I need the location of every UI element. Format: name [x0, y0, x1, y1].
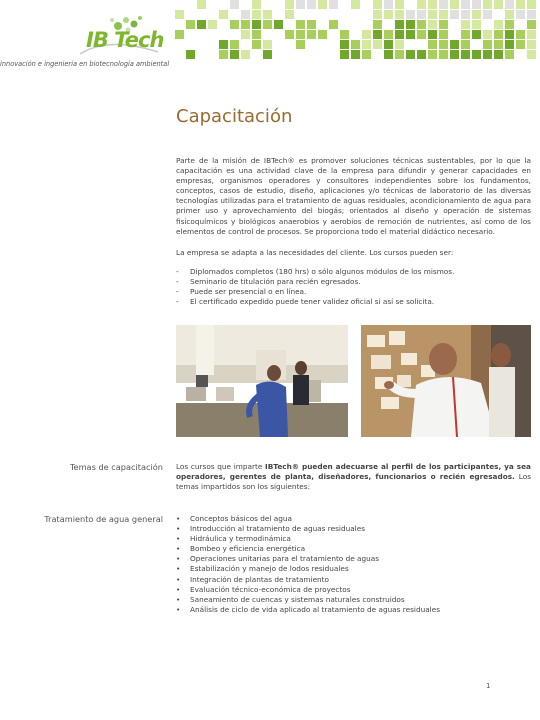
mosaic-cell: [230, 20, 239, 29]
mosaic-cell: [417, 10, 426, 19]
mosaic-cell: [230, 0, 239, 9]
mosaic-cell: [296, 20, 305, 29]
mosaic-cell: [428, 50, 437, 59]
adapt-paragraph: La empresa se adapta a las necesidades del cliente. Los cursos pueden ser:: [176, 248, 454, 257]
mosaic-cell: [241, 20, 250, 29]
mosaic-cell: [406, 10, 415, 19]
mosaic-cell: [428, 30, 437, 39]
mosaic-cell: [252, 40, 261, 49]
mosaic-cell: [505, 40, 514, 49]
mosaic-cell: [285, 30, 294, 39]
mosaic-cell: [461, 10, 470, 19]
mosaic-cell: [351, 0, 360, 9]
topics-list: [176, 514, 531, 615]
header-mosaic: [175, 0, 540, 62]
mosaic-cell: [219, 10, 228, 19]
mosaic-cell: [340, 50, 349, 59]
mosaic-cell: [241, 10, 250, 19]
mosaic-cell: [329, 0, 338, 9]
list-item: • Evaluación técnico-económica de proyectos: [176, 584, 351, 594]
mosaic-cell: [241, 30, 250, 39]
mosaic-cell: [230, 50, 239, 59]
mosaic-cell: [263, 40, 272, 49]
mosaic-cell: [439, 40, 448, 49]
mosaic-cell: [274, 20, 283, 29]
page-number: 1: [486, 682, 491, 690]
list-item: - Diplomados completos (180 hrs) o sólo algunos módulos de los mismos.: [176, 267, 455, 276]
mosaic-cell: [362, 30, 371, 39]
mosaic-cell: [197, 0, 206, 9]
mosaic-cell: [472, 20, 481, 29]
mosaic-cell: [461, 30, 470, 39]
mosaic-cell: [395, 50, 404, 59]
mosaic-cell: [527, 10, 536, 19]
mosaic-cell: [483, 0, 492, 9]
mosaic-cell: [483, 10, 492, 19]
mosaic-cell: [175, 30, 184, 39]
mosaic-cell: [373, 10, 382, 19]
mosaic-cell: [439, 20, 448, 29]
mosaic-cell: [439, 50, 448, 59]
mosaic-cell: [351, 40, 360, 49]
mosaic-cell: [384, 0, 393, 9]
mosaic-cell: [494, 20, 503, 29]
mosaic-cell: [175, 10, 184, 19]
list-item: • Integración de plantas de tratamiento: [176, 574, 330, 584]
mosaic-cell: [252, 10, 261, 19]
mosaic-cell: [406, 50, 415, 59]
mosaic-cell: [428, 20, 437, 29]
list-item: - Puede ser presencial o en línea.: [176, 287, 307, 297]
intro-paragraph: Parte de la misión de IBTech® es promover soluciones técnicas sustentables, por lo que la capacitación es una actividad clave de la empresa para difundir y generar capacidades en empresas, organismos operadores y consultores independientes sobre los fundamentos, conceptos, casos de estudio, diseño, aplicaciones y/o técnicas de laboratorio de las diversas tecnologías utilizadas para el tratamiento de aguas residuales, acondicionamiento de agua para primer uso y aprovechamiento del biogás; orientados al diseño y operación de sistemas fisicoquímicos y biológicos anaerobios y aerobios de remoción de nutrientes, así como de los elementos de control de procesos. Se proporciona todo el material didáctico necesario.: [176, 156, 531, 236]
list-item: • Estabilización y manejo de lodos residuales: [176, 564, 349, 574]
training-room-photo: [176, 325, 348, 437]
mosaic-cell: [395, 40, 404, 49]
mosaic-cell: [186, 50, 195, 59]
mosaic-cell: [406, 20, 415, 29]
mosaic-cell: [483, 40, 492, 49]
mosaic-cell: [527, 20, 536, 29]
mosaic-cell: [494, 40, 503, 49]
mosaic-cell: [494, 30, 503, 39]
mosaic-cell: [252, 0, 261, 9]
mosaic-cell: [263, 50, 272, 59]
mosaic-cell: [219, 40, 228, 49]
mosaic-cell: [428, 0, 437, 9]
course-types-list: [176, 267, 531, 307]
mosaic-cell: [450, 50, 459, 59]
list-item: • Hidráulica y termodinámica: [176, 534, 291, 544]
mosaic-cell: [505, 10, 514, 19]
mosaic-cell: [362, 40, 371, 49]
mosaic-cell: [516, 40, 525, 49]
mosaic-cell: [384, 40, 393, 49]
mosaic-cell: [439, 10, 448, 19]
mosaic-cell: [241, 50, 250, 59]
mosaic-cell: [307, 30, 316, 39]
mosaic-cell: [373, 30, 382, 39]
mosaic-cell: [472, 10, 481, 19]
list-item: • Conceptos básicos del agua: [176, 514, 292, 523]
mosaic-cell: [384, 50, 393, 59]
mosaic-cell: [428, 10, 437, 19]
mosaic-cell: [417, 0, 426, 9]
mosaic-cell: [373, 0, 382, 9]
list-item: - Seminario de titulación para recién egresados.: [176, 277, 361, 287]
mosaic-cell: [439, 0, 448, 9]
mosaic-cell: [450, 0, 459, 9]
mosaic-cell: [516, 0, 525, 9]
mosaic-cell: [461, 20, 470, 29]
tagline: innovación e ingeniería en biotecnología ambiental: [0, 60, 170, 68]
presentation-board-photo: [361, 325, 531, 437]
mosaic-cell: [285, 10, 294, 19]
mosaic-cell: [395, 20, 404, 29]
mosaic-cell: [472, 0, 481, 9]
list-item: • Bombeo y eficiencia energética: [176, 544, 306, 554]
mosaic-cell: [417, 50, 426, 59]
mosaic-cell: [351, 50, 360, 59]
temas-bold-text: IBTech® pueden adecuarse al perfil de los participantes, ya sea operadores, gerentes de planta, diseñadores, funcionarios o recién egresados.: [176, 462, 531, 482]
mosaic-cell: [505, 0, 514, 9]
mosaic-cell: [263, 20, 272, 29]
mosaic-cell: [395, 30, 404, 39]
mosaic-cell: [329, 20, 338, 29]
list-item: • Introducción al tratamiento de aguas residuales: [176, 524, 366, 534]
mosaic-cell: [252, 20, 261, 29]
mosaic-cell: [483, 50, 492, 59]
mosaic-cell: [285, 0, 294, 9]
mosaic-cell: [505, 20, 514, 29]
tratamiento-label: Tratamiento de agua general: [44, 514, 163, 524]
mosaic-cell: [395, 10, 404, 19]
list-item: • Análisis de ciclo de vida aplicado al tratamiento de aguas residuales: [176, 604, 441, 614]
mosaic-cell: [439, 30, 448, 39]
logo-text: IB Tech: [86, 28, 164, 52]
mosaic-cell: [373, 20, 382, 29]
mosaic-cell: [406, 30, 415, 39]
mosaic-cell: [296, 0, 305, 9]
mosaic-cell: [197, 20, 206, 29]
mosaic-cell: [472, 50, 481, 59]
mosaic-cell: [461, 0, 470, 9]
mosaic-cell: [527, 30, 536, 39]
mosaic-cell: [461, 50, 470, 59]
mosaic-cell: [263, 10, 272, 19]
mosaic-cell: [340, 40, 349, 49]
mosaic-cell: [384, 10, 393, 19]
mosaic-cell: [417, 20, 426, 29]
mosaic-cell: [483, 30, 492, 39]
mosaic-cell: [494, 0, 503, 9]
mosaic-cell: [461, 40, 470, 49]
mosaic-cell: [186, 20, 195, 29]
mosaic-cell: [516, 30, 525, 39]
mosaic-cell: [230, 40, 239, 49]
mosaic-cell: [428, 40, 437, 49]
mosaic-cell: [307, 20, 316, 29]
mosaic-cell: [527, 0, 536, 9]
mosaic-cell: [417, 30, 426, 39]
mosaic-cell: [516, 10, 525, 19]
mosaic-cell: [527, 40, 536, 49]
list-item: • Saneamiento de cuencas y sistemas naturales construidos: [176, 594, 405, 604]
mosaic-cell: [307, 0, 316, 9]
mosaic-cell: [296, 40, 305, 49]
mosaic-cell: [494, 50, 503, 59]
mosaic-cell: [318, 30, 327, 39]
mosaic-cell: [395, 0, 404, 9]
mosaic-cell: [505, 30, 514, 39]
mosaic-cell: [219, 50, 228, 59]
mosaic-cell: [450, 40, 459, 49]
list-item: • Operaciones unitarias para el tratamiento de aguas: [176, 554, 380, 564]
mosaic-cell: [527, 50, 536, 59]
mosaic-cell: [384, 30, 393, 39]
mosaic-cell: [296, 30, 305, 39]
mosaic-cell: [373, 40, 382, 49]
mosaic-cell: [340, 30, 349, 39]
mosaic-cell: [318, 0, 327, 9]
list-item: - El certificado expedido puede tener validez oficial si así se solicita.: [176, 297, 435, 307]
temas-paragraph: Los cursos que imparte IBTech® pueden adecuarse al perfil de los participantes, ya sea operadores, gerentes de planta, diseñadores, funcionarios o recién egresados. Los temas impartidos son los siguientes:: [176, 462, 531, 492]
mosaic-cell: [450, 10, 459, 19]
mosaic-cell: [472, 30, 481, 39]
temas-label: Temas de capacitación: [69, 462, 163, 472]
mosaic-cell: [362, 50, 371, 59]
mosaic-cell: [252, 30, 261, 39]
mosaic-cell: [505, 50, 514, 59]
page-title: Capacitación: [176, 106, 293, 127]
mosaic-cell: [208, 20, 217, 29]
